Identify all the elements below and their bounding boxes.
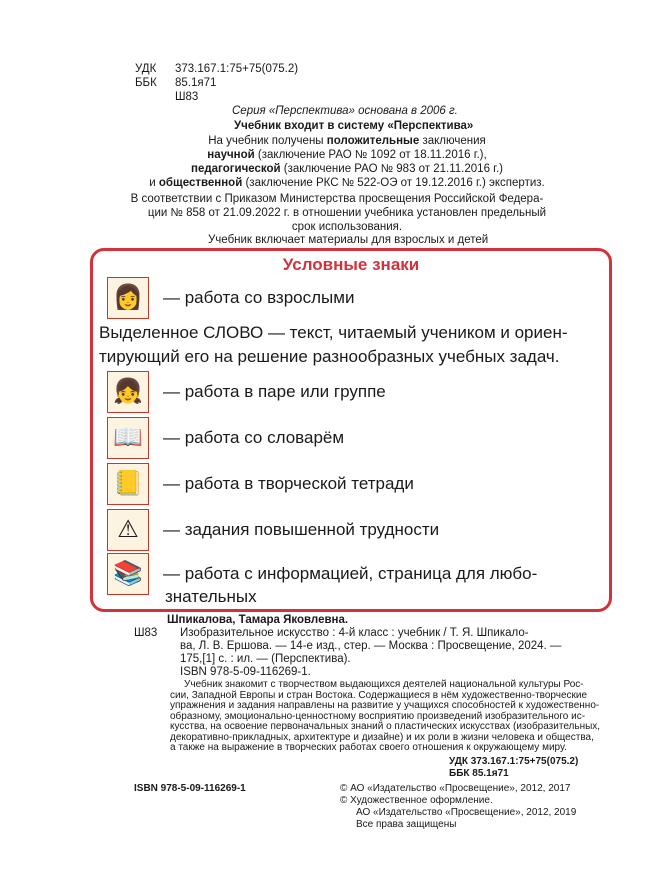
highlight-explanation xyxy=(99,321,605,369)
abstract-line: сии, Западной Европы и стран Востока. Содержащиеся в нём художественно-творческие xyxy=(170,689,588,701)
legend-title: Условные знаки xyxy=(282,255,420,274)
copyright-1: © АО «Издательство «Просвещение», 2012, 2017 xyxy=(340,783,571,794)
footer-isbn: ISBN 978-5-09-116269-1 xyxy=(134,783,246,794)
abstract-line: кусства, на освоение первоначальных знаний о пластических искусствах (изобразительных, xyxy=(170,721,601,732)
legend-item-text: — работа со словарём xyxy=(163,428,345,447)
biblio-mark: Ш83 xyxy=(134,627,158,639)
bbk-label: ББК xyxy=(135,77,157,89)
reviews-line-3: педагогической (заключение РАО № 983 от 21.11.2016 г.) xyxy=(191,163,503,175)
biblio-line-3: 175,[1] с. : ил. — (Перспектива). xyxy=(180,653,351,665)
biblio-isbn: ISBN 978-5-09-116269-1. xyxy=(180,666,311,678)
highlight-line-2: тирующий его на решение разнообразных учебных задач. xyxy=(99,347,560,366)
legend-item-continuation: знательных xyxy=(165,587,257,606)
abstract-line: декоративно-прикладных, архитектуре и дизайне) и их роли в жизни человека и общества, xyxy=(170,731,594,743)
bbk-code: 85.1я71 xyxy=(175,77,217,89)
biblio-line-2: ва, Л. В. Ершова. — 14-е изд., стер. — Москва : Просвещение, 2024. — xyxy=(180,640,562,652)
biblio-line-1: Изобразительное искусство : 4-й класс : учебник / Т. Я. Шпикало- xyxy=(180,627,529,639)
information-books-icon: 📚 xyxy=(107,553,149,595)
series-note: Серия «Перспектива» основана в 2006 г. xyxy=(232,105,458,117)
legend-item xyxy=(107,417,344,459)
order-line-1: В соответствии с Приказом Министерства просвещения Российской Федера- xyxy=(130,193,544,205)
dictionary-icon: 📖 xyxy=(107,417,149,459)
abstract-line: образному, эмоционально-ценностному восприятию произведений изобразительного ис- xyxy=(170,710,586,722)
legend-item-text: — работа со взрослыми xyxy=(163,288,355,307)
reviews-line-4: и общественной (заключение РКС № 522-ОЭ от 19.12.2016 г.) экспертиз. xyxy=(149,177,545,189)
legend-item-text: — задания повышенной трудности xyxy=(163,520,440,539)
reviews-line-1: На учебник получены положительные заключения xyxy=(208,135,486,147)
order-line-2: ции № 858 от 21.09.2022 г. в отношении учебника установлен предельный xyxy=(147,207,547,219)
warning-difficulty-icon: ⚠ xyxy=(107,509,149,551)
udk-code: 373.167.1:75+75(075.2) xyxy=(175,63,299,75)
legend-item xyxy=(107,509,439,551)
legend-item xyxy=(107,371,386,413)
order-line-3: срок использования. xyxy=(291,221,403,233)
reviews-line-2: научной (заключение РАО № 1092 от 18.11.2016 г.), xyxy=(207,149,487,161)
legend-item-text: — работа с информацией, страница для любо- xyxy=(163,564,538,583)
copyright-2: © Художественное оформление. xyxy=(340,795,493,806)
legend-item-text: — работа в творческой тетради xyxy=(163,474,414,493)
author-mark: Ш83 xyxy=(175,91,199,103)
rights-reserved: Все права защищены xyxy=(356,819,457,830)
biblio-author: Шпикалова, Тамара Яковлевна. xyxy=(167,614,349,626)
pair-reading-icon: 👧 xyxy=(107,371,149,413)
legend-item xyxy=(107,463,414,505)
udk-label: УДК xyxy=(135,63,157,75)
abstract-line: а также на выражение в творческих работах своего отношения к окружающему миру. xyxy=(170,742,567,753)
workbook-icon: 📒 xyxy=(107,463,149,505)
materials-note: Учебник включает материалы для взрослых и детей xyxy=(208,234,489,246)
highlight-line-1: Выделенное СЛОВО — текст, читаемый учеником и ориен- xyxy=(99,323,568,342)
biblio-abstract xyxy=(170,680,600,754)
legend-box xyxy=(90,248,612,612)
copyright-3: АО «Издательство «Просвещение», 2012, 2019 xyxy=(356,807,577,818)
biblio-bbk: ББК 85.1я71 xyxy=(449,768,509,779)
system-note: Учебник входит в систему «Перспектива» xyxy=(234,120,474,132)
abstract-line: Учебник знакомит с творчеством выдающихся деятелей национальной культуры Рос- xyxy=(184,679,584,690)
biblio-udk: УДК 373.167.1:75+75(075.2) xyxy=(449,756,579,767)
adult-child-reading-icon: 👩 xyxy=(107,277,149,319)
legend-item-text: — работа в паре или группе xyxy=(163,382,386,401)
abstract-line: упражнения и задания направлены на развитие у учащихся способностей к художественно- xyxy=(170,700,600,711)
legend-item xyxy=(107,277,354,319)
